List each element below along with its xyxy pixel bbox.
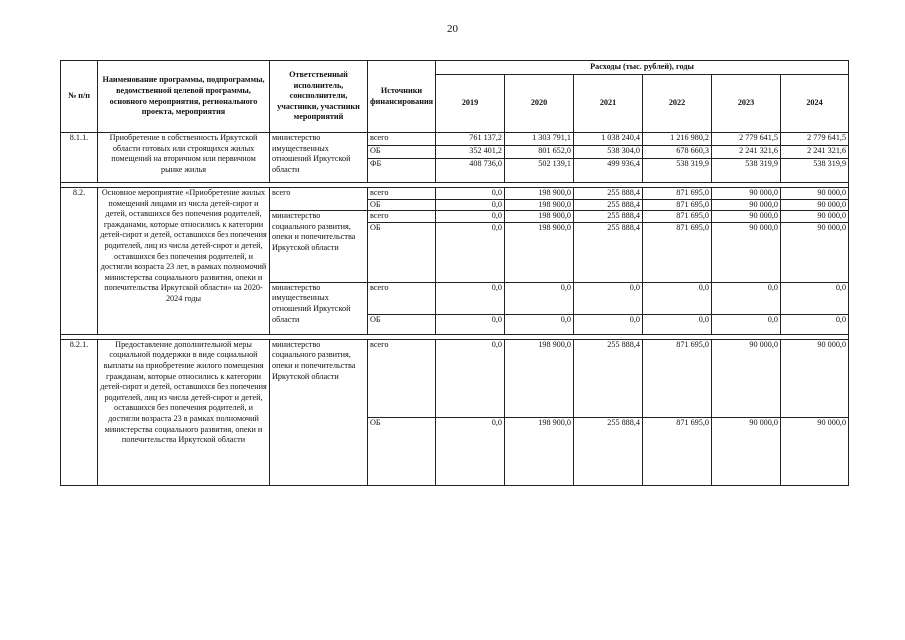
- item-number: 8.1.1.: [61, 133, 98, 183]
- value-cell: 0,0: [436, 417, 505, 485]
- value-cell: 0,0: [436, 211, 505, 223]
- value-cell: 538 319,9: [712, 159, 781, 183]
- header-responsible: Ответственный исполнитель, соисполнители, участники, участники мероприятий: [270, 61, 368, 133]
- value-cell: 198 900,0: [505, 417, 574, 485]
- value-cell: 1 216 980,2: [643, 133, 712, 146]
- table-row: [61, 188, 849, 200]
- value-cell: 0,0: [436, 282, 505, 314]
- value-cell: 0,0: [436, 188, 505, 200]
- value-cell: 0,0: [505, 314, 574, 334]
- item-number: 8.2.: [61, 188, 98, 335]
- value-cell: 198 900,0: [505, 211, 574, 223]
- value-cell: 871 695,0: [643, 222, 712, 282]
- value-cell: 0,0: [436, 199, 505, 211]
- header-year: 2023: [712, 75, 781, 133]
- header-num: № п/п: [61, 61, 98, 133]
- value-cell: 90 000,0: [712, 211, 781, 223]
- source-cell: ОБ: [368, 314, 436, 334]
- value-cell: 198 900,0: [505, 222, 574, 282]
- item-responsible: всего: [270, 188, 368, 211]
- value-cell: 871 695,0: [643, 199, 712, 211]
- item-responsible: министерство социального развития, опеки и попечительства Иркутской области: [270, 339, 368, 485]
- page-number: 20: [447, 23, 458, 35]
- value-cell: 90 000,0: [712, 417, 781, 485]
- table-row: [61, 339, 849, 417]
- value-cell: 0,0: [712, 314, 781, 334]
- value-cell: 871 695,0: [643, 188, 712, 200]
- value-cell: 538 319,9: [643, 159, 712, 183]
- item-name: Приобретение в собственность Иркутской области готовых или строящихся жилых помещений на вторичном или первичном рынке жилья: [98, 133, 270, 183]
- value-cell: 90 000,0: [781, 199, 849, 211]
- item-name: Предоставление дополнительной меры социальной поддержки в виде социальной выплаты на приобретение жилого помещения гражданам, которые относились к категории детей-сирот и детей, оставшихся без попечения родителей, лиц из числа детей-сирот и детей, оставшихся без попечения родителей, и достигли возраста 23 в рамках полномочий министерства социального развития, опеки и попечительства Иркутской области: [98, 339, 270, 485]
- source-cell: всего: [368, 188, 436, 200]
- value-cell: 2 779 641,5: [781, 133, 849, 146]
- value-cell: 408 736,0: [436, 159, 505, 183]
- value-cell: 1 303 791,1: [505, 133, 574, 146]
- header-expenses: Расходы (тыс. рублей), годы: [436, 61, 849, 75]
- value-cell: 0,0: [712, 282, 781, 314]
- value-cell: 761 137,2: [436, 133, 505, 146]
- value-cell: 90 000,0: [781, 188, 849, 200]
- header-sources: Источники финансирования: [368, 61, 436, 133]
- value-cell: 0,0: [643, 314, 712, 334]
- source-cell: всего: [368, 339, 436, 417]
- value-cell: 255 888,4: [574, 188, 643, 200]
- value-cell: 538 304,0: [574, 146, 643, 159]
- value-cell: 0,0: [436, 314, 505, 334]
- item-responsible: министерство социального развития, опеки и попечительства Иркутской области: [270, 211, 368, 283]
- value-cell: 0,0: [505, 282, 574, 314]
- source-cell: всего: [368, 133, 436, 146]
- value-cell: 1 038 240,4: [574, 133, 643, 146]
- value-cell: 0,0: [781, 282, 849, 314]
- header-year: 2019: [436, 75, 505, 133]
- value-cell: 198 900,0: [505, 339, 574, 417]
- value-cell: 2 241 321,6: [712, 146, 781, 159]
- value-cell: 0,0: [436, 339, 505, 417]
- source-cell: ФБ: [368, 159, 436, 183]
- item-name: Основное мероприятие «Приобретение жилых помещений лицами из числа детей-сирот и детей, оставшихся без попечения родителей, гражданами, которые относились к категории детей-сирот и детей, оставшихся без попечения родителей, лиц из числа детей-сирот и детей, оставшихся без попечения родителей, и достигли возраста 23 лет, в рамках полномочий министерства социального развития, опеки и попечительства Иркутской области» на 2020-2024 годы: [98, 188, 270, 335]
- value-cell: 0,0: [574, 282, 643, 314]
- value-cell: 0,0: [781, 314, 849, 334]
- value-cell: 255 888,4: [574, 211, 643, 223]
- source-cell: ОБ: [368, 222, 436, 282]
- budget-table: [60, 60, 849, 486]
- value-cell: 255 888,4: [574, 222, 643, 282]
- source-cell: всего: [368, 282, 436, 314]
- source-cell: всего: [368, 211, 436, 223]
- source-cell: ОБ: [368, 199, 436, 211]
- value-cell: 90 000,0: [712, 188, 781, 200]
- value-cell: 352 401,2: [436, 146, 505, 159]
- table-row: [61, 133, 849, 146]
- value-cell: 871 695,0: [643, 339, 712, 417]
- header-year: 2024: [781, 75, 849, 133]
- value-cell: 255 888,4: [574, 339, 643, 417]
- source-cell: ОБ: [368, 146, 436, 159]
- value-cell: 198 900,0: [505, 188, 574, 200]
- value-cell: 801 652,0: [505, 146, 574, 159]
- value-cell: 255 888,4: [574, 199, 643, 211]
- value-cell: 2 779 641,5: [712, 133, 781, 146]
- header-year: 2021: [574, 75, 643, 133]
- value-cell: 538 319,9: [781, 159, 849, 183]
- value-cell: 90 000,0: [712, 339, 781, 417]
- value-cell: 198 900,0: [505, 199, 574, 211]
- source-cell: ОБ: [368, 417, 436, 485]
- value-cell: 0,0: [436, 222, 505, 282]
- value-cell: 871 695,0: [643, 211, 712, 223]
- value-cell: 502 139,1: [505, 159, 574, 183]
- value-cell: 90 000,0: [712, 222, 781, 282]
- value-cell: 0,0: [574, 314, 643, 334]
- value-cell: 90 000,0: [781, 339, 849, 417]
- value-cell: 2 241 321,6: [781, 146, 849, 159]
- value-cell: 90 000,0: [781, 222, 849, 282]
- value-cell: 871 695,0: [643, 417, 712, 485]
- value-cell: 499 936,4: [574, 159, 643, 183]
- value-cell: 90 000,0: [712, 199, 781, 211]
- value-cell: 90 000,0: [781, 211, 849, 223]
- item-responsible: министерство имущественных отношений Иркутской области: [270, 282, 368, 334]
- value-cell: 678 660,3: [643, 146, 712, 159]
- item-responsible: министерство имущественных отношений Иркутской области: [270, 133, 368, 183]
- header-year: 2022: [643, 75, 712, 133]
- header-name: Наименование программы, подпрограммы, ведомственной целевой программы, основного мероприятия, регионального проекта, мероприятия: [98, 61, 270, 133]
- value-cell: 90 000,0: [781, 417, 849, 485]
- header-year: 2020: [505, 75, 574, 133]
- value-cell: 0,0: [643, 282, 712, 314]
- item-number: 8.2.1.: [61, 339, 98, 485]
- value-cell: 255 888,4: [574, 417, 643, 485]
